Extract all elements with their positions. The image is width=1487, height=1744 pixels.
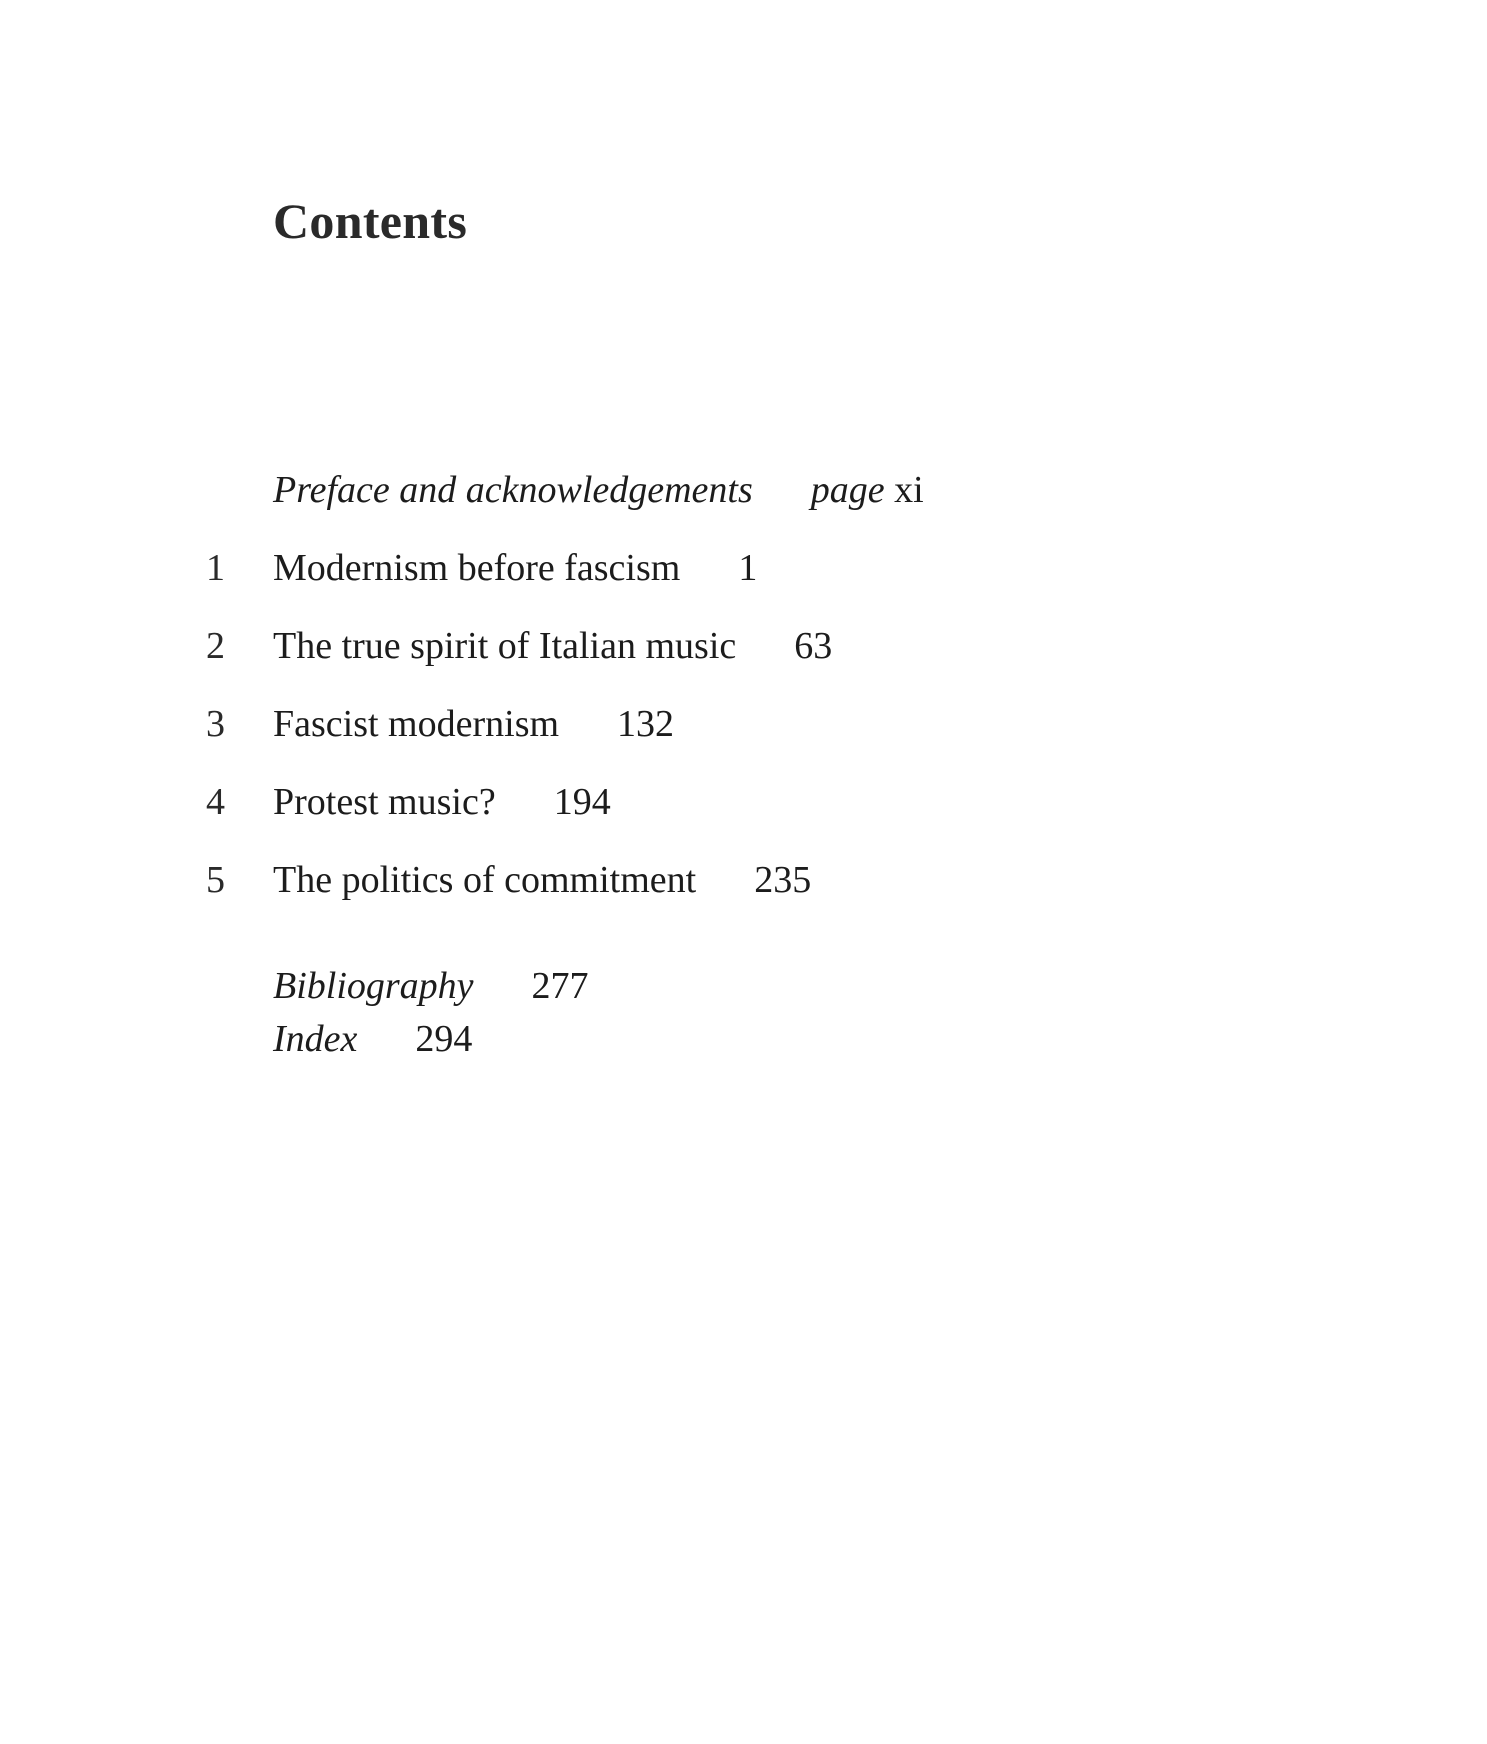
chapter-page: 132 <box>617 703 675 745</box>
back-matter-title: Bibliography <box>273 965 474 1007</box>
toc-entry-index <box>0 1017 1487 1061</box>
back-matter-title: Index <box>273 1018 358 1060</box>
chapter-number: 1 <box>206 547 225 589</box>
chapter-title: The politics of commitment <box>273 859 697 901</box>
chapter-title: Modernism before fascism <box>273 547 681 589</box>
toc-entry-title: Preface and acknowledgements <box>273 469 753 511</box>
chapter-page: 235 <box>754 859 812 901</box>
toc-entry-chapter-1 <box>0 546 1487 590</box>
page-number: xi <box>894 469 924 511</box>
chapter-page: 63 <box>794 625 833 667</box>
toc-entry-chapter-4 <box>0 780 1487 824</box>
chapter-number: 3 <box>206 703 225 745</box>
chapter-number: 5 <box>206 859 225 901</box>
chapter-page: 194 <box>553 781 611 823</box>
toc-entry-chapter-2 <box>0 624 1487 668</box>
back-matter-page: 294 <box>415 1018 473 1060</box>
chapter-title: Protest music? <box>273 781 496 823</box>
chapter-title: The true spirit of Italian music <box>273 625 737 667</box>
chapter-page: 1 <box>738 547 758 589</box>
chapter-number: 2 <box>206 625 225 667</box>
chapter-title: Fascist modernism <box>273 703 560 745</box>
toc-entry-bibliography <box>0 964 1487 1008</box>
back-matter-page: 277 <box>531 965 589 1007</box>
page-prefix: page <box>810 469 885 511</box>
toc-entry-preface <box>0 468 1487 512</box>
toc-entry-chapter-5 <box>0 858 1487 902</box>
toc-entry-chapter-3 <box>0 702 1487 746</box>
chapter-number: 4 <box>206 781 225 823</box>
page-title: Contents <box>273 193 468 249</box>
toc-entry-page <box>811 469 924 511</box>
